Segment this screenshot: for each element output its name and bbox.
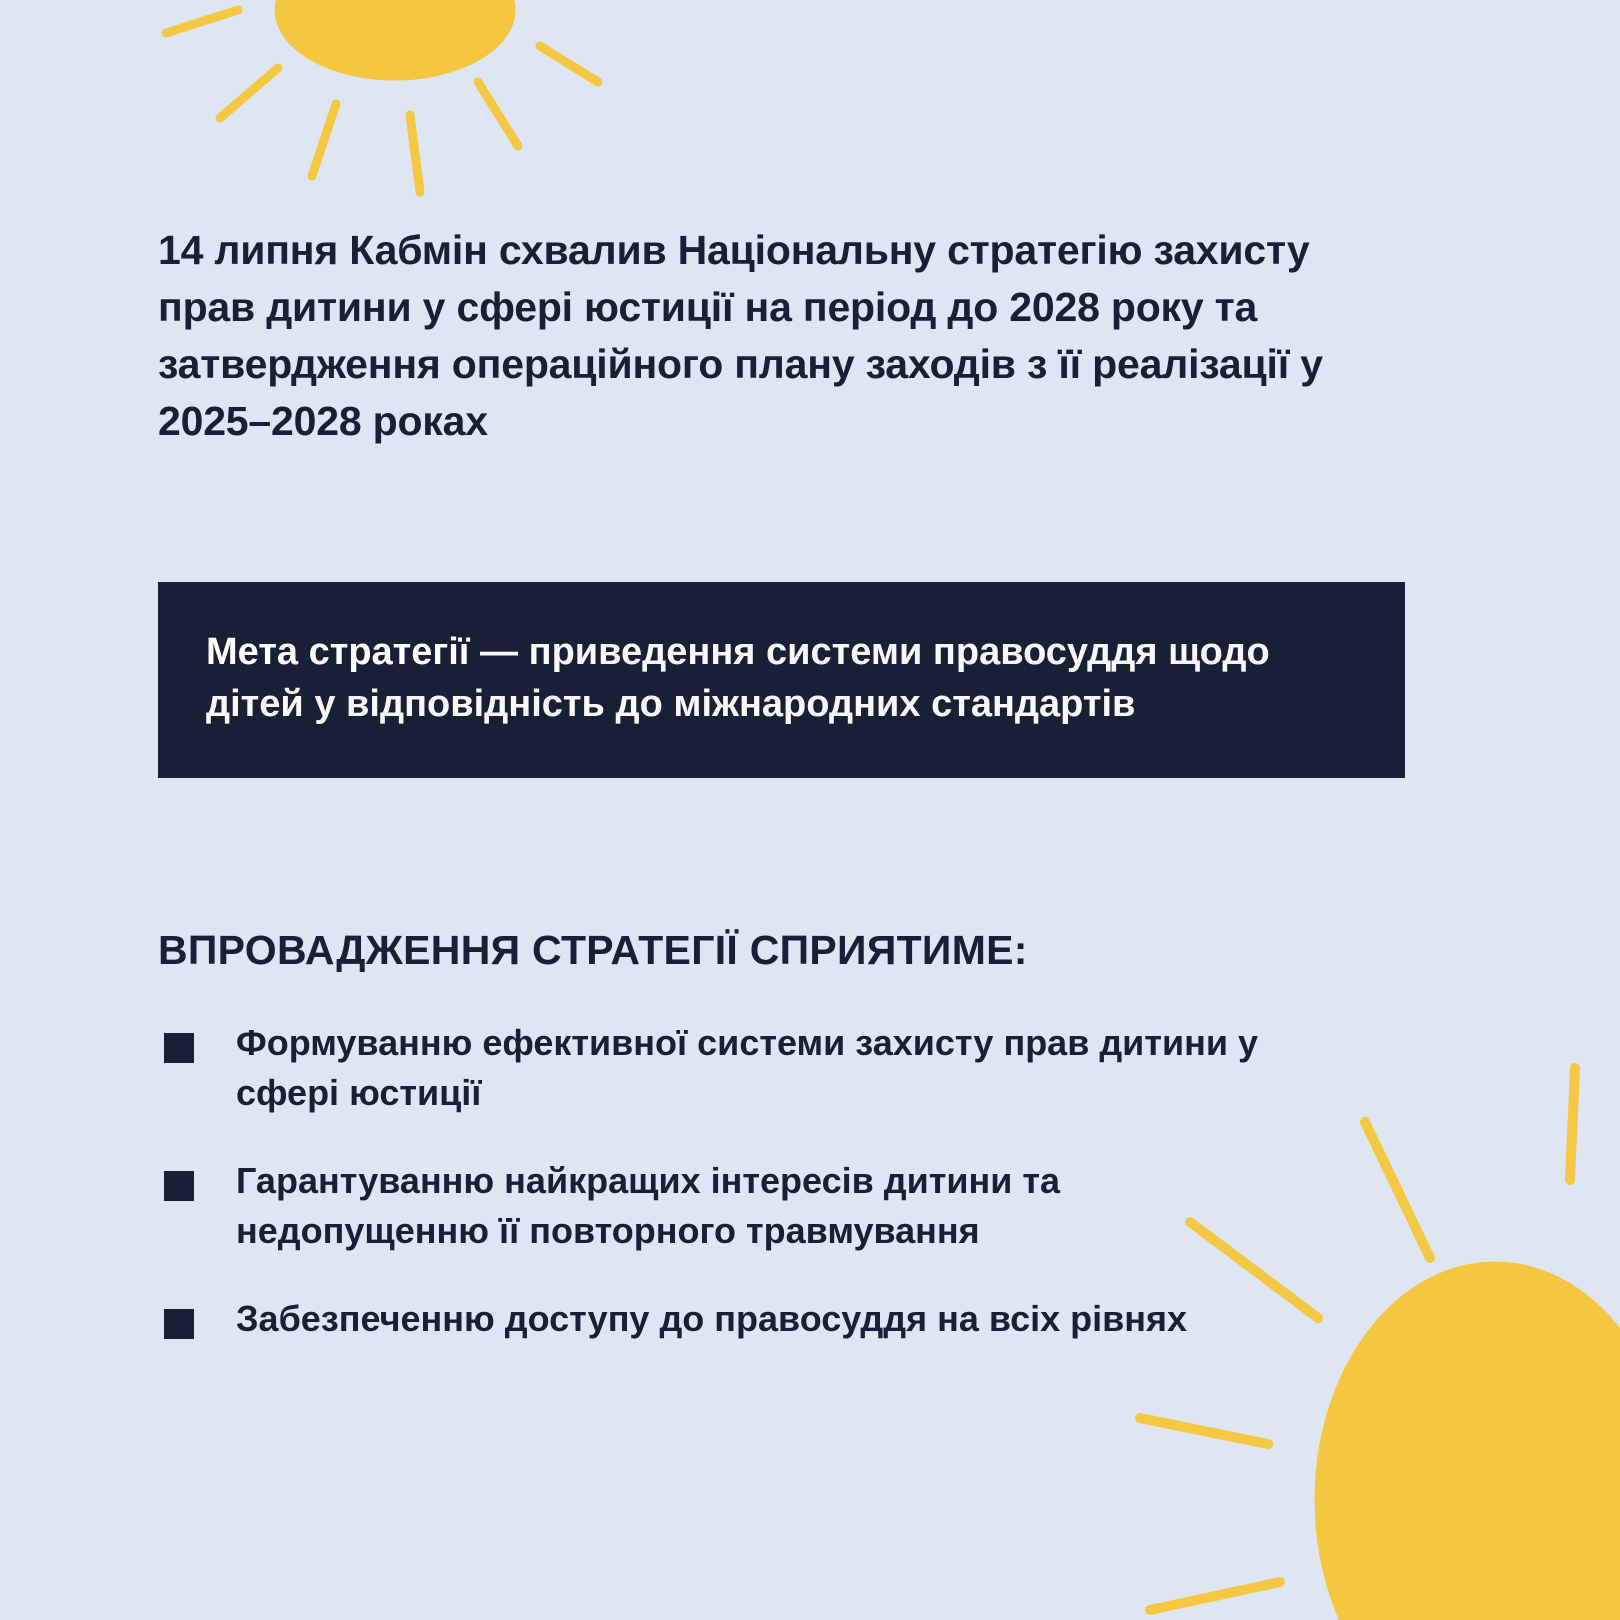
list-item xyxy=(158,1294,1258,1344)
list-title: ВПРОВАДЖЕННЯ СТРАТЕГІЇ СПРИЯТИМЕ: xyxy=(158,927,1028,973)
goal-rest: — приведення системи правосуддя щодо дітей у відповідність до міжнародних стандартів xyxy=(206,631,1270,725)
list-item xyxy=(158,1018,1258,1118)
goal-box xyxy=(158,582,1405,778)
list-item-text: Гарантуванню найкращих інтересів дитини та недопущенню її повторного травмування xyxy=(236,1160,1060,1251)
goal-lead: Мета стратегії xyxy=(206,631,470,673)
list-item-text: Забезпеченню доступу до правосуддя на всіх рівнях xyxy=(236,1298,1188,1339)
square-bullet-icon xyxy=(164,1309,194,1339)
list-item-text: Формуванню ефективної системи захисту прав дитини у сфері юстиції xyxy=(236,1022,1258,1113)
square-bullet-icon xyxy=(164,1171,194,1201)
square-bullet-icon xyxy=(164,1033,194,1063)
intro-text: 14 липня Кабмін схвалив Національну стратегію захисту прав дитини у сфері юстиції на період до 2028 року та затвердження операційного плану заходів з її реалізації у 2025–2028 роках xyxy=(158,227,1323,444)
benefits-list xyxy=(158,1018,1258,1344)
goal-text xyxy=(206,626,1365,730)
list-item xyxy=(158,1156,1258,1256)
